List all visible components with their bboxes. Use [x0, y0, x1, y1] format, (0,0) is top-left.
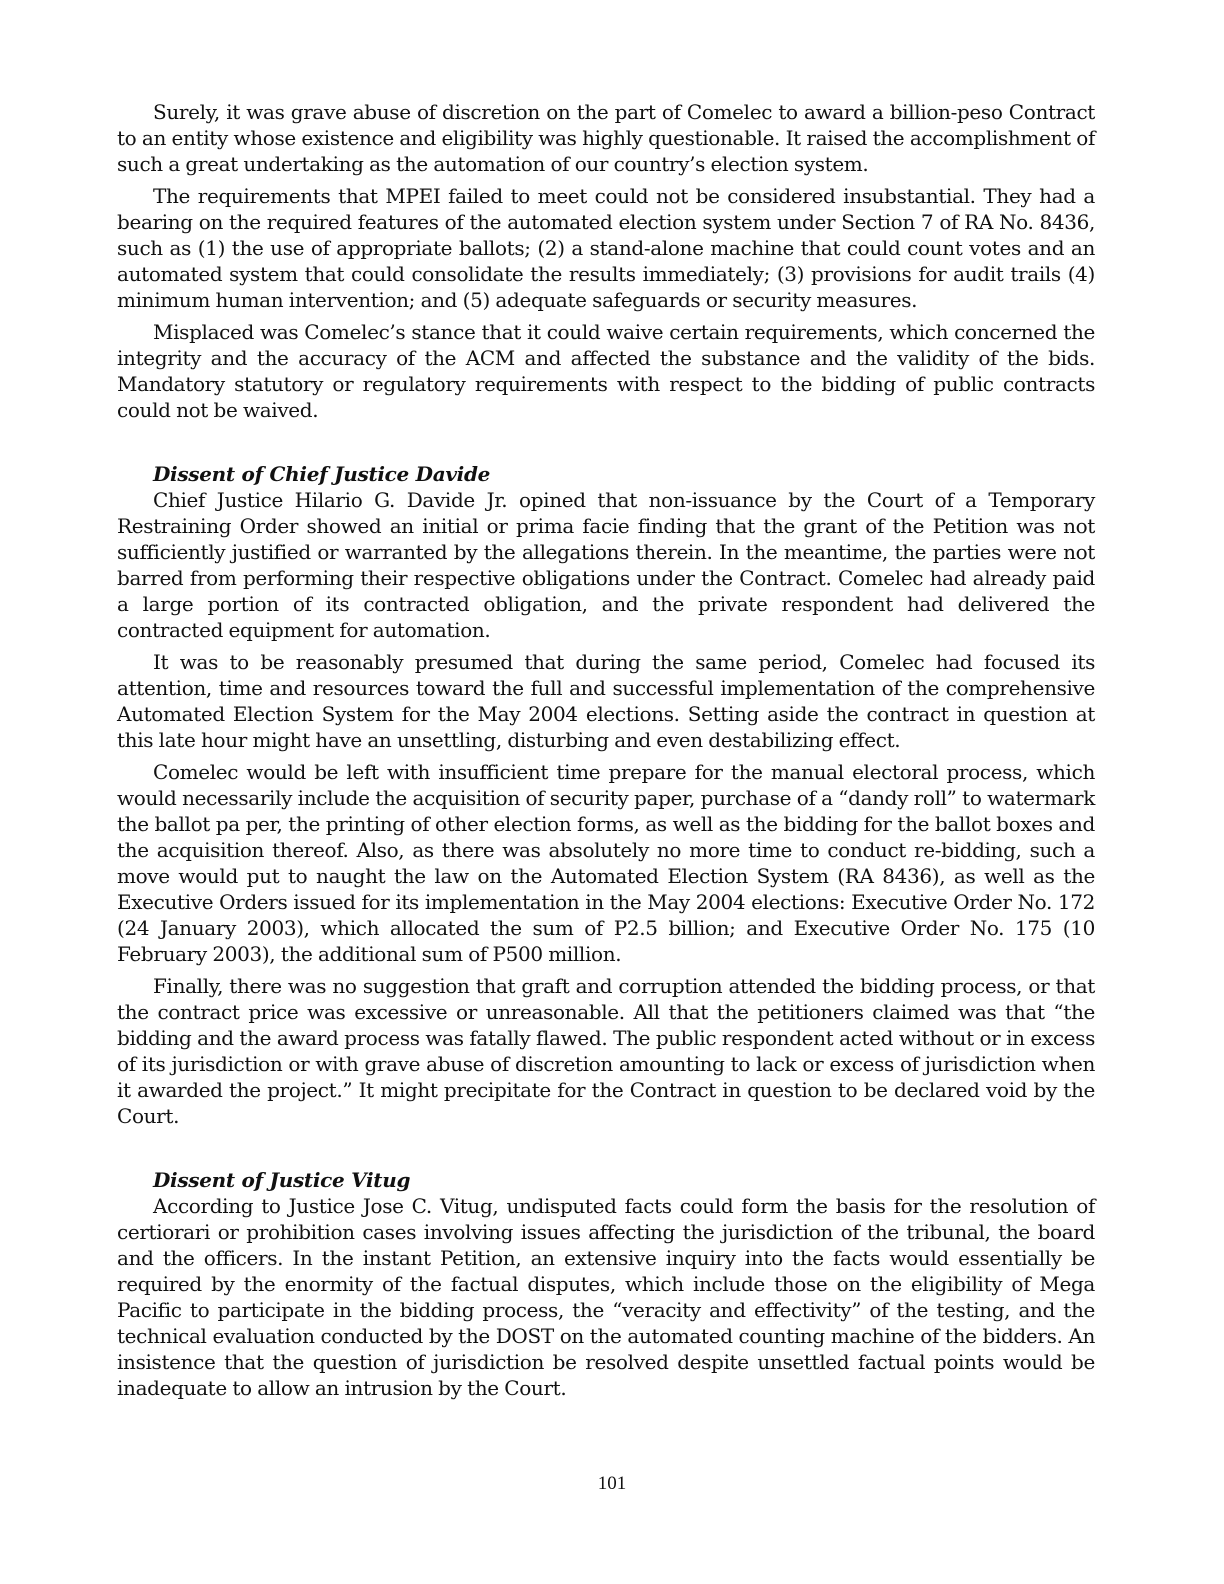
section-heading-vitug: Dissent of Justice Vitug [153, 1168, 411, 1192]
paragraph-davide-manual-process: Comelec would be left with insufficient time prepare for the manual electoral process, which would necessarily include the acquisition of security paper, purchase of a “dandy roll” to watermark the ballot pa per, the printing of other election forms, as well as the bidding for the ballot boxes and the acquisition thereof. Also, as there was absolutely no more time to conduct re-bidding, such a move would put to naught the law on the Automated Election System (RA 8436), as well as the Executive Orders issued for its implementation in the May 2004 elections: Executive Order No. 172 (24 January 2003), which allocated the sum of P2.5 billion; and Executive Order No. 175 (10 February 2003), the additional sum of P500 million. [117, 760, 1095, 966]
paragraph-waiver: Misplaced was Comelec’s stance that it could waive certain requirements, which concerned the integrity and the accuracy of the ACM and affected the substance and the validity of the bids. Mandatory statutory or regulatory requirements with respect to the bidding of public contracts could not be waived. [117, 320, 1095, 422]
paragraph-davide-tro: Chief Justice Hilario G. Davide Jr. opined that non-issuance by the Court of a Temporary Restraining Order showed an initial or prima facie finding that the grant of the Petition was not sufficiently justified or warranted by the allegations therein. In the meantime, the parties were not barred from performing their respective obligations under the Contract. Comelec had already paid a large portion of its contracted obligation, and the private respondent had delivered the contracted equipment for automation. [117, 488, 1095, 642]
paragraph-davide-graft: Finally, there was no suggestion that graft and corruption attended the bidding process, or that the contract price was excessive or unreasonable. All that the petitioners claimed was that “the bidding and the award process was fatally flawed. The public respondent acted without or in excess of its jurisdiction or with grave abuse of discretion amounting to lack or excess of jurisdiction when it awarded the project.” It might precipitate for the Contract in question to be declared void by the Court. [117, 974, 1095, 1128]
paragraph-requirements: The requirements that MPEI failed to meet could not be considered insubstantial. They had a bearing on the required features of the automated election system under Section 7 of RA No. 8436, such as (1) the use of appropriate ballots; (2) a stand-alone machine that could count votes and an automated system that could consolidate the results immediately; (3) provisions for audit trails (4) minimum human intervention; and (5) adequate safeguards or security measures. [117, 184, 1095, 312]
paragraph-vitug-facts: According to Justice Jose C. Vitug, undisputed facts could form the basis for the resolution of certiorari or prohibition cases involving issues affecting the jurisdiction of the tribunal, the board and the officers. In the instant Petition, an extensive inquiry into the facts would essentially be required by the enormity of the factual disputes, which include those on the eligibility of Mega Pacific to participate in the bidding process, the “veracity and effectivity” of the testing, and the technical evaluation conducted by the DOST on the automated counting machine of the bidders. An insistence that the question of jurisdiction be resolved despite unsettled factual points would be inadequate to allow an intrusion by the Court. [117, 1194, 1095, 1400]
page-number: 101 [597, 1473, 627, 1494]
document-page [117, 99, 1095, 1407]
paragraph-grave-abuse: Surely, it was grave abuse of discretion on the part of Comelec to award a billion-peso Contract to an entity whose existence and eligibility was highly questionable. It raised the accomplishment of such a great undertaking as the automation of our country’s election system. [117, 100, 1095, 176]
paragraph-davide-presumption: It was to be reasonably presumed that during the same period, Comelec had focused its attention, time and resources toward the full and successful implementation of the comprehensive Automated Election System for the May 2004 elections. Setting aside the contract in question at this late hour might have an unsettling, disturbing and even destabilizing effect. [117, 650, 1095, 752]
section-heading-davide: Dissent of Chief Justice Davide [153, 462, 491, 486]
